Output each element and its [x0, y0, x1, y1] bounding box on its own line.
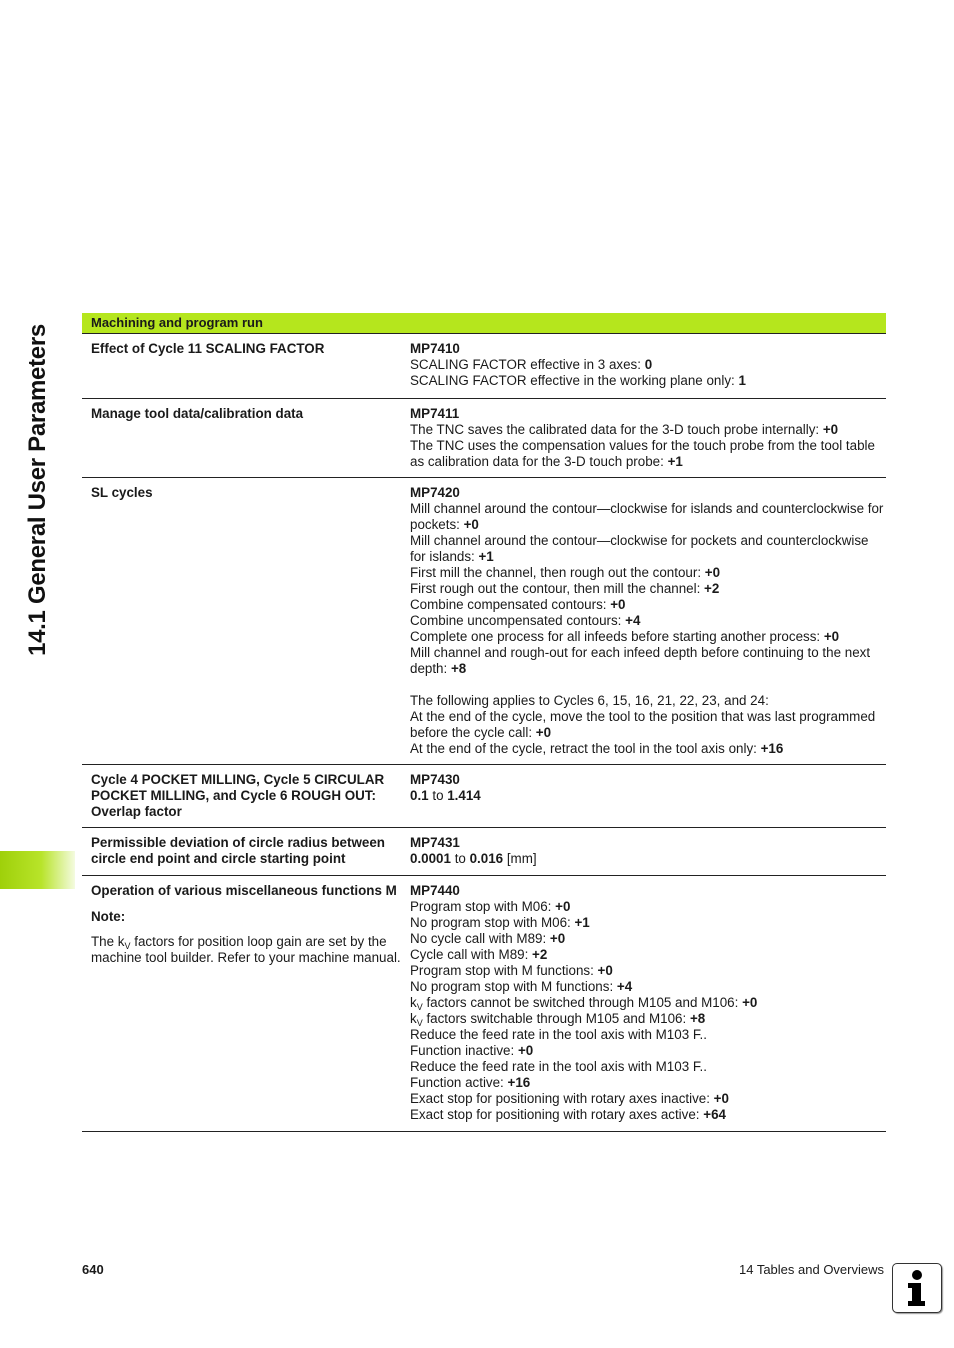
option-value: +0: [597, 963, 613, 978]
parameter-option: [410, 597, 886, 613]
parameter-option: [410, 357, 886, 373]
parameter-values: [410, 835, 886, 867]
option-value: +16: [760, 741, 784, 756]
parameter-option: [410, 613, 886, 629]
option-text: First mill the channel, then rough out the contour:: [410, 565, 705, 580]
parameter-option: [410, 1091, 886, 1107]
option-value: +1: [667, 454, 683, 469]
option-text: The following applies to Cycles 6, 15, 16, 21, 22, 23, and 24:: [410, 693, 769, 708]
parameter-values: [410, 883, 886, 1123]
table-row: [82, 334, 886, 399]
option-text: SCALING FACTOR effective in the working plane only:: [410, 373, 739, 388]
parameter-option: [410, 1043, 886, 1059]
option-text: Mill channel around the contour—clockwise for islands and counterclockwise for pockets:: [410, 501, 884, 532]
option-value: 1: [738, 373, 746, 388]
machine-parameter-id: MP7411: [410, 406, 460, 421]
parameter-option: [410, 1059, 886, 1075]
parameter-label-text: Manage tool data/calibration data: [91, 406, 304, 421]
parameter-label: [82, 406, 410, 470]
option-text: Reduce the feed rate in the tool axis with M103 F..: [410, 1059, 707, 1074]
chapter-tab-marker: [0, 851, 75, 889]
parameter-option: [410, 581, 886, 597]
parameter-option: [410, 438, 886, 470]
parameter-values: [410, 772, 886, 820]
option-value: +0: [742, 995, 758, 1010]
option-value: +8: [450, 661, 467, 676]
option-text: No cycle call with M89:: [410, 931, 550, 946]
parameter-label: [82, 341, 410, 389]
parameter-label: [82, 883, 410, 1123]
parameter-label: [82, 835, 410, 867]
range-from: 0.0001: [410, 851, 451, 866]
machine-parameter-id: MP7431: [410, 835, 460, 850]
option-text: Combine compensated contours:: [410, 597, 611, 612]
parameter-label-text: Cycle 4 POCKET MILLING, Cycle 5 CIRCULAR POCKET MILLING, and Cycle 6 ROUGH OUT: Overlap factor: [91, 772, 385, 819]
note-text-subscript: V: [124, 941, 131, 951]
parameter-option: [410, 1107, 886, 1123]
option-text: At the end of the cycle, retract the tool in the tool axis only:: [410, 741, 761, 756]
option-value: +1: [574, 915, 590, 930]
option-value: +0: [555, 899, 571, 914]
option-text: At the end of the cycle, move the tool to the position that was last programmed before the cycle call:: [410, 709, 876, 740]
range-from: 0.1: [410, 788, 429, 803]
option-value: 0: [644, 357, 653, 372]
option-text: Reduce the feed rate in the tool axis with M103 F..: [410, 1027, 707, 1042]
machine-parameter-id: MP7420: [410, 485, 460, 500]
parameter-label: [82, 772, 410, 820]
note-text: [91, 934, 410, 966]
option-subscript: V: [416, 1018, 423, 1028]
parameter-option: [410, 963, 886, 979]
option-value: +0: [610, 597, 626, 612]
parameter-option: [410, 501, 886, 533]
option-text: Function inactive:: [410, 1043, 518, 1058]
option-text: SCALING FACTOR effective in 3 axes:: [410, 357, 645, 372]
parameter-label-text: Operation of various miscellaneous functions M: [91, 883, 397, 898]
parameter-option: [410, 979, 886, 995]
parameter-table: [82, 313, 886, 1132]
option-value: +8: [689, 1011, 706, 1026]
parameter-option: [410, 995, 886, 1011]
option-text: k: [410, 1011, 417, 1026]
option-value: +4: [625, 613, 641, 628]
parameter-option: [410, 693, 886, 709]
parameter-option: [410, 373, 886, 389]
option-value: +16: [507, 1075, 531, 1090]
info-icon-glyph: [902, 1269, 932, 1307]
option-value: +0: [704, 565, 721, 580]
parameter-option: [410, 1075, 886, 1091]
option-value: +0: [517, 1043, 534, 1058]
side-chapter-title: [14, 310, 62, 670]
option-value: +0: [463, 517, 479, 532]
option-value: +0: [823, 629, 840, 644]
parameter-option: [410, 931, 886, 947]
option-text: Program stop with M06:: [410, 899, 556, 914]
parameter-label-text: Effect of Cycle 11 SCALING FACTOR: [91, 341, 325, 356]
option-text-cont: factors cannot be switched through M105 and M106:: [422, 995, 743, 1010]
range-to-word: to: [450, 851, 470, 866]
parameter-option: [410, 565, 886, 581]
option-value: +1: [478, 549, 494, 564]
machine-parameter-id: MP7440: [410, 883, 460, 898]
option-value: +2: [532, 947, 548, 962]
parameter-values: [410, 341, 886, 389]
parameter-option: [410, 1011, 886, 1027]
parameter-option: [410, 533, 886, 565]
machine-parameter-id: MP7410: [410, 341, 460, 356]
blank-line: [410, 677, 886, 693]
parameter-values: [410, 406, 886, 470]
option-value: +0: [822, 422, 839, 437]
option-text: Mill channel and rough-out for each infeed depth before continuing to the next depth:: [410, 645, 871, 676]
parameter-option: [410, 947, 886, 963]
option-text: Function active:: [410, 1075, 508, 1090]
table-body: [82, 334, 886, 1132]
option-text: Complete one process for all infeeds before starting another process:: [410, 629, 824, 644]
table-row: [82, 765, 886, 828]
chapter-footer: 14 Tables and Overviews: [738, 1262, 884, 1277]
parameter-option: [410, 915, 886, 931]
option-text: Program stop with M functions:: [410, 963, 598, 978]
range-to: 0.016: [469, 851, 504, 866]
side-chapter-title-text: 14.1 General User Parameters: [24, 324, 52, 656]
option-text-cont: factors switchable through M105 and M106:: [422, 1011, 690, 1026]
note-heading: Note:: [91, 909, 126, 924]
option-text: Exact stop for positioning with rotary axes inactive:: [410, 1091, 714, 1106]
table-header: Machining and program run: [82, 313, 886, 334]
option-text: The TNC saves the calibrated data for the 3-D touch probe internally:: [410, 422, 823, 437]
option-text: Exact stop for positioning with rotary axes active:: [410, 1107, 704, 1122]
parameter-option: [410, 629, 886, 645]
option-text: No program stop with M06:: [410, 915, 575, 930]
table-row: [82, 399, 886, 478]
parameter-range: [410, 851, 886, 867]
parameter-option: [410, 741, 886, 757]
table-row: [82, 828, 886, 876]
parameter-option: [410, 1027, 886, 1043]
option-text: First rough out the contour, then mill the channel:: [410, 581, 705, 596]
option-value: +0: [549, 931, 566, 946]
parameter-label: [82, 485, 410, 757]
note-text-pre: The k: [91, 934, 125, 949]
option-text: Mill channel around the contour—clockwise for pockets and counterclockwise for islands:: [410, 533, 869, 564]
parameter-range: [410, 788, 886, 804]
option-text: No program stop with M functions:: [410, 979, 617, 994]
parameter-values: [410, 485, 886, 757]
option-subscript: V: [416, 1002, 423, 1012]
option-value: +0: [713, 1091, 729, 1106]
table-row: [82, 876, 886, 1132]
option-value: +4: [616, 979, 633, 994]
machine-parameter-id: MP7430: [410, 772, 460, 787]
option-text: Combine uncompensated contours:: [410, 613, 626, 628]
parameter-label-text: SL cycles: [91, 485, 153, 500]
option-value: +0: [535, 725, 552, 740]
page-number: 640: [82, 1262, 104, 1277]
parameter-option: [410, 899, 886, 915]
parameter-label-text: Permissible deviation of circle radius between circle end point and circle starting point: [91, 835, 385, 866]
option-value: +2: [704, 581, 720, 596]
range-to: 1.414: [447, 788, 481, 803]
option-text: The TNC uses the compensation values for the touch probe from the tool table as calibration data for the 3-D touch probe:: [410, 438, 875, 469]
note-text-post: factors for position loop gain are set by the machine tool builder. Refer to your machine manual.: [91, 934, 401, 965]
range-unit: [mm]: [503, 851, 537, 866]
option-text: k: [410, 995, 417, 1010]
option-value: +64: [703, 1107, 726, 1122]
parameter-option: [410, 645, 886, 677]
parameter-option: [410, 709, 886, 741]
range-to-word: to: [428, 788, 448, 803]
info-icon: [892, 1263, 942, 1313]
table-row: [82, 478, 886, 765]
option-text: Cycle call with M89:: [410, 947, 533, 962]
parameter-option: [410, 422, 886, 438]
